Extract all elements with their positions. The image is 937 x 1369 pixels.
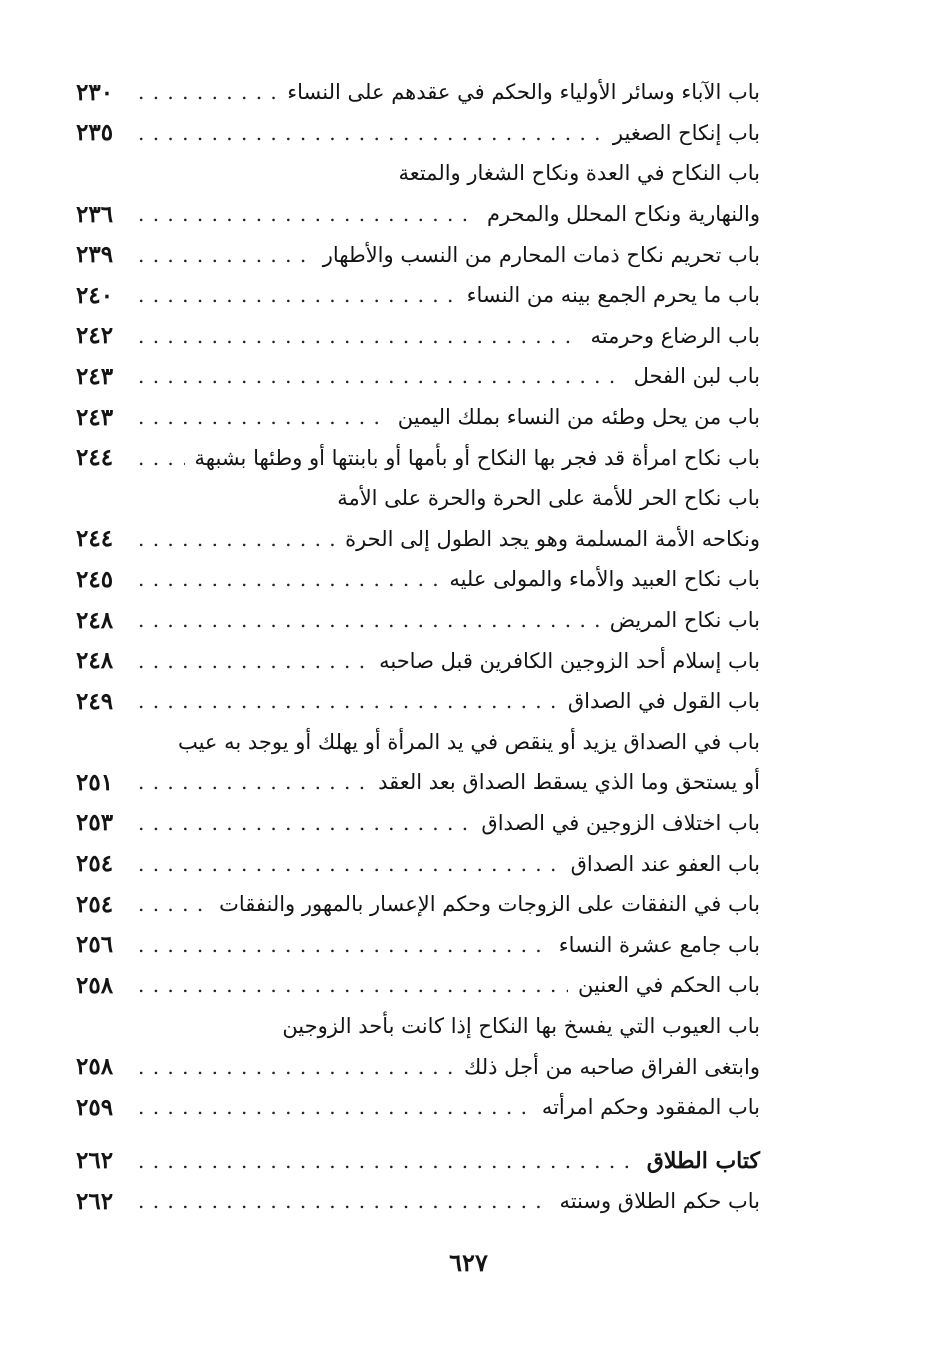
toc-entry-title: باب لبن الفحل — [633, 364, 760, 389]
toc-leader-dots — [138, 1097, 532, 1117]
toc-entry — [76, 924, 760, 965]
toc-entry-title: باب الحكم في العنين — [578, 973, 760, 998]
toc-leader-dots — [138, 610, 600, 630]
toc-page-number: ٢٤٥ — [76, 565, 114, 593]
toc-leader-dots — [138, 82, 277, 102]
toc-page-number: ٢٤٩ — [76, 687, 114, 715]
page-number: ٦٢٧ — [449, 1248, 488, 1277]
toc-page-number: ٢٥١ — [76, 768, 114, 796]
toc-page-number: ٢٦٢ — [76, 1187, 114, 1215]
toc-entry-title: باب نكاح الحر للأمة على الحرة والحرة على الأمة — [337, 486, 760, 511]
toc-entry-title: باب نكاح امرأة قد فجر بها النكاح أو بأمها أو بابنتها أو وطئها بشبهة — [194, 445, 760, 470]
toc-entry-title: باب ما يحرم الجمع بينه من النساء — [466, 283, 760, 308]
toc-entry — [76, 316, 760, 357]
toc-entry — [76, 1046, 760, 1087]
toc-entry-title: باب العيوب التي يفسخ بها النكاح إذا كانت بأحد الزوجين — [282, 1013, 760, 1038]
toc-leader-dots — [138, 894, 209, 914]
toc-leader-dots — [138, 569, 439, 589]
toc-entry-title: والنهارية ونكاح المحلل والمحرم — [486, 202, 760, 227]
toc-leader-dots — [138, 935, 549, 955]
toc-entry-title: باب إسلام أحد الزوجين الكافرين قبل صاحبه — [379, 648, 760, 673]
toc-entry-title: باب الرضاع وحرمته — [590, 323, 760, 348]
toc-leader-dots — [138, 448, 185, 468]
toc-entry — [76, 194, 760, 235]
toc-entry — [76, 397, 760, 438]
toc-entry-title: باب القول في الصداق — [567, 689, 760, 714]
toc-entry-title: باب إنكاح الصغير — [612, 120, 760, 145]
toc-entry-title: أو يستحق وما الذي يسقط الصداق بعد العقد — [378, 770, 760, 795]
toc-book-heading — [76, 1140, 760, 1181]
toc-leader-dots — [138, 651, 369, 671]
toc-page-number: ٢٤٨ — [76, 647, 114, 675]
toc-entry-title: ونكاحه الأمة المسلمة وهو يجد الطول إلى الحرة — [345, 526, 760, 551]
toc-page-number: ٢٣٩ — [76, 241, 114, 269]
toc-entry — [76, 519, 760, 560]
toc-page-number: ٢٤٢ — [76, 322, 114, 350]
toc-entry — [76, 884, 760, 925]
toc-entry-title: باب اختلاف الزوجين في الصداق — [481, 810, 760, 835]
toc-page-number: ٢٣٦ — [76, 200, 114, 228]
toc-entry — [76, 559, 760, 600]
toc-leader-dots — [138, 285, 457, 305]
toc-page-number: ٢٥٩ — [76, 1093, 114, 1121]
toc-entry-title: باب نكاح المريض — [609, 608, 760, 633]
toc-leader-dots — [138, 123, 603, 143]
toc-page-number: ٢٣٠ — [76, 78, 114, 106]
toc-entry — [76, 1006, 760, 1047]
toc-entry — [76, 762, 760, 803]
toc-leader-dots — [138, 529, 335, 549]
toc-page-number: ٢٤٤ — [76, 444, 114, 472]
toc-entry-title: باب جامع عشرة النساء — [558, 932, 760, 957]
toc-entry-title: كتاب الطلاق — [646, 1147, 760, 1174]
toc-page-number: ٢٥٤ — [76, 890, 114, 918]
toc-entry-title: باب في الصداق يزيد أو ينقص في يد المرأة أو يهلك أو يوجد به عيب — [177, 729, 760, 754]
toc-page-number: ٢٥٤ — [76, 850, 114, 878]
toc-entry-title: وابتغى الفراق صاحبه من أجل ذلك — [464, 1054, 760, 1079]
toc-entry — [76, 843, 760, 884]
toc-entry — [76, 478, 760, 519]
toc-leader-dots — [138, 366, 624, 386]
toc-leader-dots — [138, 1057, 454, 1077]
toc-entry — [76, 72, 760, 113]
toc-page-number: ٢٥٣ — [76, 809, 114, 837]
toc-entry — [76, 1087, 760, 1128]
toc-leader-dots — [138, 854, 561, 874]
toc-leader-dots — [138, 1151, 637, 1171]
toc-entry — [76, 640, 760, 681]
toc-leader-dots — [138, 326, 581, 346]
toc-page-number: ٢٤٣ — [76, 403, 114, 431]
toc-entry — [76, 803, 760, 844]
toc-page-number: ٢٥٦ — [76, 931, 114, 959]
toc-entry-title: باب في النفقات على الزوجات وحكم الإعسار بالمهور والنفقات — [219, 892, 760, 917]
toc-entry-title: باب العفو عند الصداق — [570, 851, 760, 876]
toc-entry — [76, 113, 760, 154]
toc-leader-dots — [138, 204, 477, 224]
toc-leader-dots — [138, 1191, 549, 1211]
toc-leader-dots — [138, 975, 568, 995]
toc-page-number: ٢٤٠ — [76, 281, 114, 309]
toc-leader-dots — [138, 407, 388, 427]
toc-leader-dots — [138, 245, 313, 265]
toc-page-number: ٢٤٣ — [76, 362, 114, 390]
toc-page-number: ٢٥٨ — [76, 1053, 114, 1081]
toc-entry — [76, 722, 760, 763]
toc-entry-title: باب حكم الطلاق وسنته — [559, 1189, 760, 1214]
toc-entry-title: باب نكاح العبيد والأماء والمولى عليه — [449, 567, 760, 592]
toc-page-number: ٢٣٥ — [76, 119, 114, 147]
toc-entry-title: باب النكاح في العدة ونكاح الشغار والمتعة — [398, 161, 760, 186]
toc-entry — [76, 965, 760, 1006]
toc-page-number: ٢٥٨ — [76, 971, 114, 999]
toc-entry — [76, 234, 760, 275]
table-of-contents — [76, 72, 760, 1222]
toc-entry — [76, 1181, 760, 1222]
toc-leader-dots — [138, 813, 471, 833]
toc-entry — [76, 600, 760, 641]
toc-entry-title: باب من يحل وطئه من النساء بملك اليمين — [397, 405, 760, 430]
toc-entry — [76, 356, 760, 397]
toc-leader-dots — [138, 691, 558, 711]
toc-entry — [76, 153, 760, 194]
toc-page-number: ٢٤٤ — [76, 525, 114, 553]
toc-entry-title: باب الآباء وسائر الأولياء والحكم في عقدهم على النساء — [287, 80, 760, 105]
toc-leader-dots — [138, 772, 368, 792]
toc-entry — [76, 275, 760, 316]
toc-page-number: ٢٦٢ — [76, 1147, 114, 1175]
toc-entry-title: باب تحريم نكاح ذمات المحارم من النسب والأطهار — [322, 242, 760, 267]
toc-page-number: ٢٤٨ — [76, 606, 114, 634]
toc-entry — [76, 437, 760, 478]
toc-entry-title: باب المفقود وحكم امرأته — [541, 1095, 760, 1120]
toc-entry — [76, 681, 760, 722]
